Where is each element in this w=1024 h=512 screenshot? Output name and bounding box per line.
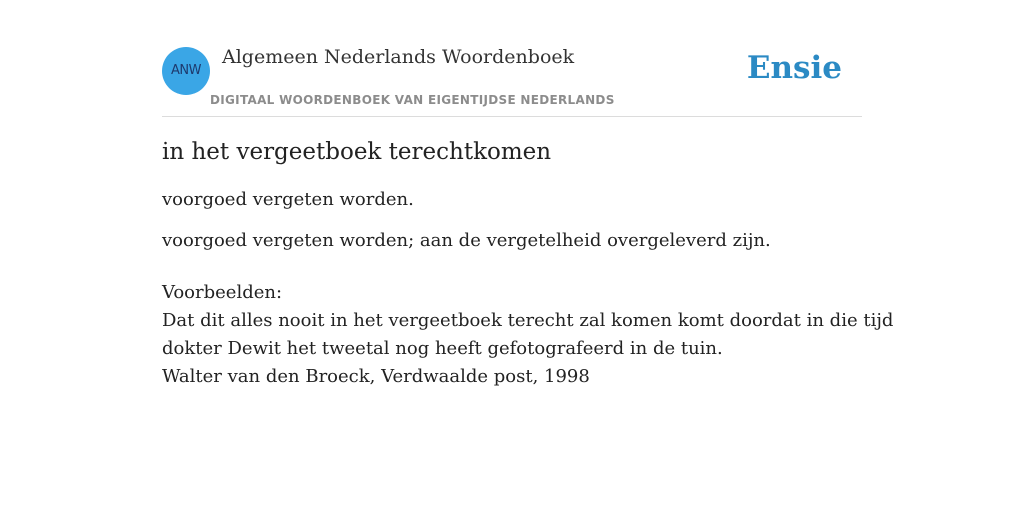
- entry-card: [162, 40, 894, 391]
- headword: in het vergeetboek terechtkomen: [162, 139, 552, 165]
- definition-long: voorgoed vergeten worden; aan de vergetelheid overgeleverd zijn.: [162, 230, 771, 251]
- example-line: dokter Dewit het tweetal nog heeft gefotografeerd in de tuin.: [162, 338, 723, 359]
- dictionary-header: [162, 40, 862, 117]
- definition-short: voorgoed vergeten worden.: [162, 189, 414, 210]
- examples-section: [162, 279, 894, 391]
- ensie-logo[interactable]: Ensie: [746, 50, 842, 86]
- examples-label: Voorbeelden:: [162, 282, 283, 303]
- dictionary-subtitle: DIGITAAL WOORDENBOEK VAN EIGENTIJDSE NEDERLANDS: [210, 93, 615, 107]
- example-line: Dat dit alles nooit in het vergeetboek terecht zal komen komt doordat in die tijd: [162, 310, 894, 331]
- anw-logo: ANW: [162, 47, 210, 95]
- example-source: Walter van den Broeck, Verdwaalde post, 1998: [162, 366, 590, 387]
- dictionary-title: Algemeen Nederlands Woordenboek: [222, 46, 575, 68]
